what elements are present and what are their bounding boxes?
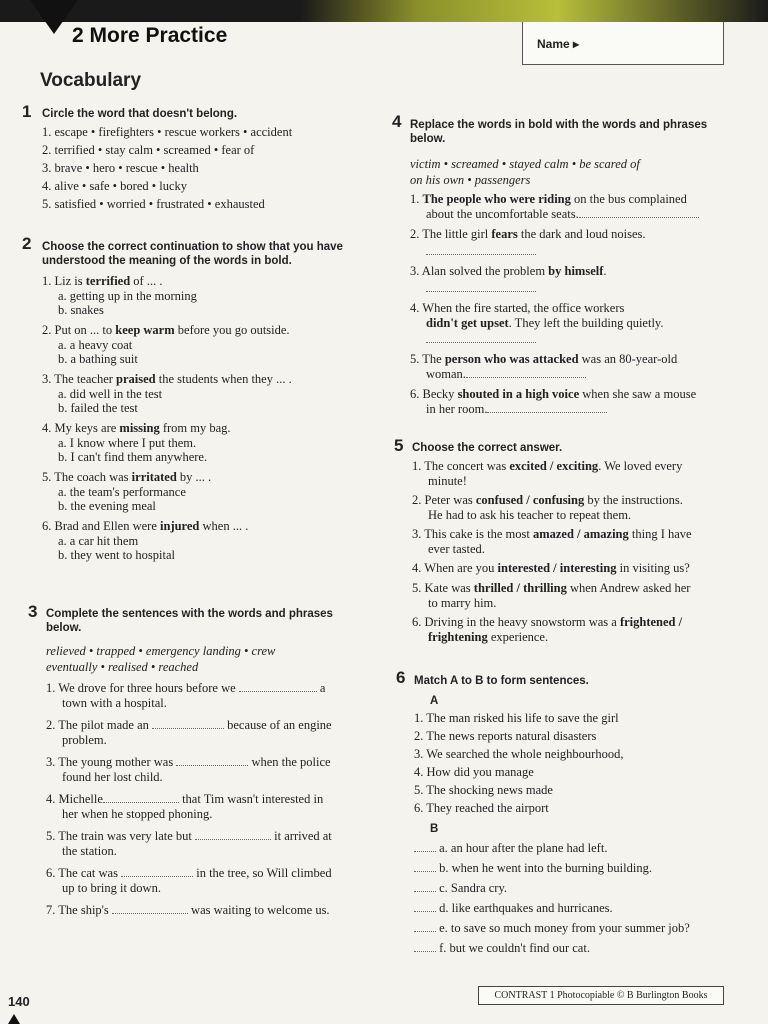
s3-item-2: 2. The pilot made an because of an engine — [46, 718, 332, 732]
s3-item-6: 6. The cat was in the tree, so Will climbed — [46, 866, 332, 880]
s3-item-3-cont: found her lost child. — [62, 770, 163, 784]
section-4-instruction-line2: below. — [410, 133, 446, 145]
s2-q5-option-b: b. the evening meal — [58, 499, 156, 513]
s2-q2-option-b: b. a bathing suit — [58, 352, 138, 366]
s2-question-2: 2. Put on ... to keep warm before you go outside. — [42, 323, 290, 337]
column-a-label: A — [430, 695, 439, 707]
s3-word-bank-line1: relieved • trapped • emergency landing • crew — [46, 644, 276, 658]
s4-q1-cont: about the uncomfortable seats. — [426, 207, 728, 221]
section-2-instruction-line2: understood the meaning of the words in bold. — [42, 255, 292, 267]
s5-question-2: 2. Peter was confused / confusing by the instructions. — [412, 493, 683, 507]
section-5 — [412, 441, 730, 644]
s3-item-7: 7. The ship's was waiting to welcome us. — [46, 903, 330, 917]
section-1 — [42, 107, 372, 212]
match-blank[interactable] — [414, 851, 436, 852]
s1-item-1: 1. escape • firefighters • rescue workers • accident — [42, 125, 293, 139]
s5-q3-cont: ever tasted. — [428, 542, 485, 556]
answer-blank[interactable] — [426, 242, 536, 255]
section-3-instruction: Complete the sentences with the words and phrases below. — [46, 608, 333, 634]
section-2 — [42, 240, 372, 562]
answer-blank[interactable] — [466, 377, 586, 378]
section-2-instruction-line1: Choose the correct continuation to show that you have — [42, 241, 343, 253]
section-5-instruction: Choose the correct answer. — [412, 442, 563, 454]
s3-item-5: 5. The train was very late but it arrived at — [46, 829, 332, 843]
s4-question-2: 2. The little girl fears the dark and loud noises. — [410, 227, 646, 241]
s6-b-item-e: e. to save so much money from your summer job? — [414, 921, 730, 936]
s2-q6-option-a: a. a car hit them — [58, 534, 139, 548]
section-6-instruction: Match A to B to form sentences. — [414, 675, 589, 687]
s5-question-5: 5. Kate was thrilled / thrilling when Andrew asked her — [412, 581, 691, 595]
s4-word-bank-line2: on his own • passengers — [410, 173, 531, 187]
s4-q5-cont: woman. — [426, 367, 728, 381]
vocabulary-heading: Vocabulary — [40, 70, 142, 91]
s2-q1-option-a: a. getting up in the morning — [58, 289, 197, 303]
name-box[interactable] — [522, 22, 724, 65]
s4-word-bank-line1: victim • screamed • stayed calm • be scared of — [410, 157, 640, 171]
s1-item-3: 3. brave • hero • rescue • health — [42, 161, 199, 175]
section-2-number: 2 — [22, 234, 32, 253]
copyright-box: CONTRAST 1 Photocopiable © B Burlington Books — [478, 986, 724, 1005]
s2-q1-option-b: b. snakes — [58, 303, 104, 317]
section-5-number: 5 — [394, 436, 404, 455]
answer-blank[interactable] — [176, 765, 248, 766]
s6-a-item-1: 1. The man risked his life to save the girl — [414, 711, 619, 725]
s2-question-3: 3. The teacher praised the students when they ... . — [42, 372, 292, 386]
answer-blank[interactable] — [239, 691, 317, 692]
s2-q4-option-b: b. I can't find them anywhere. — [58, 450, 208, 464]
s4-q6-cont: in her room. — [426, 402, 728, 416]
s5-q2-cont: He had to ask his teacher to repeat them. — [428, 508, 632, 522]
section-4 — [410, 118, 728, 416]
s6-a-item-4: 4. How did you manage — [414, 765, 534, 779]
s3-item-3: 3. The young mother was when the police — [46, 755, 331, 769]
s2-q6-option-b: b. they went to hospital — [58, 548, 175, 562]
s6-a-item-6: 6. They reached the airport — [414, 801, 549, 815]
s4-question-5: 5. The person who was attacked was an 80-year-old — [410, 352, 678, 366]
answer-blank[interactable] — [195, 839, 271, 840]
answer-blank[interactable] — [152, 728, 224, 729]
s6-a-item-2: 2. The news reports natural disasters — [414, 729, 597, 743]
s3-item-4-cont: her when he stopped phoning. — [62, 807, 213, 821]
top-banner — [0, 0, 768, 22]
unit-title: 2 More Practice — [72, 24, 228, 47]
s1-item-5: 5. satisfied • worried • frustrated • exhausted — [42, 197, 265, 211]
s4-q4-answer-line — [426, 330, 728, 346]
answer-blank[interactable] — [121, 876, 193, 877]
s4-q3-answer-line — [426, 279, 728, 295]
s4-question-1: 1. The people who were riding on the bus complained — [410, 192, 687, 206]
match-blank[interactable] — [414, 951, 436, 952]
s4-question-3: 3. Alan solved the problem by himself. — [410, 264, 607, 278]
s5-question-1: 1. The concert was excited / exciting. We loved every — [412, 459, 683, 473]
s3-item-5-cont: the station. — [62, 844, 117, 858]
s5-question-4: 4. When are you interested / interesting in visiting us? — [412, 561, 690, 575]
section-1-number: 1 — [22, 102, 32, 121]
section-3 — [46, 607, 366, 918]
s4-question-4: 4. When the fire started, the office workers — [410, 301, 625, 315]
section-4-number: 4 — [392, 112, 402, 131]
match-blank[interactable] — [414, 871, 436, 872]
bottom-triangle-icon — [8, 1014, 20, 1024]
match-blank[interactable] — [414, 891, 436, 892]
s3-item-1: 1. We drove for three hours before we a — [46, 681, 326, 695]
s3-item-2-cont: problem. — [62, 733, 107, 747]
answer-blank[interactable] — [103, 802, 179, 803]
answer-blank[interactable] — [426, 279, 536, 292]
s3-item-6-cont: up to bring it down. — [62, 881, 161, 895]
s2-question-1: 1. Liz is terrified of ... . — [42, 274, 163, 288]
section-6 — [414, 674, 730, 956]
answer-blank[interactable] — [487, 412, 607, 413]
column-b-label: B — [430, 823, 439, 835]
s4-q2-answer-line — [426, 242, 728, 258]
section-4-instruction-line1: Replace the words in bold with the words and phrases — [410, 119, 708, 131]
s6-a-item-3: 3. We searched the whole neighbourhood, — [414, 747, 624, 761]
s3-item-4: 4. Michelle that Tim wasn't interested in — [46, 792, 324, 806]
s6-b-item-c: c. Sandra cry. — [414, 881, 730, 896]
name-label: Name ▸ — [537, 37, 580, 51]
s6-b-item-a: a. an hour after the plane had left. — [414, 841, 730, 856]
page-number: 140 — [8, 994, 30, 1009]
s2-q3-option-a: a. did well in the test — [58, 387, 163, 401]
s5-question-3: 3. This cake is the most amazed / amazing thing I have — [412, 527, 692, 541]
s6-a-item-5: 5. The shocking news made — [414, 783, 553, 797]
answer-blank[interactable] — [426, 330, 536, 343]
s6-b-item-b: b. when he went into the burning building. — [414, 861, 730, 876]
s2-q5-option-a: a. the team's performance — [58, 485, 186, 499]
s2-question-5: 5. The coach was irritated by ... . — [42, 470, 212, 484]
s3-word-bank-line2: eventually • realised • reached — [46, 660, 199, 674]
answer-blank[interactable] — [579, 217, 699, 218]
answer-blank[interactable] — [112, 913, 188, 914]
s1-item-4: 4. alive • safe • bored • lucky — [42, 179, 188, 193]
s2-q2-option-a: a. a heavy coat — [58, 338, 133, 352]
match-blank[interactable] — [414, 931, 436, 932]
s5-q5-cont: to marry him. — [428, 596, 497, 610]
s2-question-6: 6. Brad and Ellen were injured when ... . — [42, 519, 249, 533]
corner-triangle — [30, 0, 78, 34]
s6-b-item-d: d. like earthquakes and hurricanes. — [414, 901, 730, 916]
section-1-instruction: Circle the word that doesn't belong. — [42, 108, 238, 120]
s2-q4-option-a: a. I know where I put them. — [58, 436, 197, 450]
top-banner-accent — [300, 0, 768, 22]
s1-item-2: 2. terrified • stay calm • screamed • fear of — [42, 143, 255, 157]
section-3-number: 3 — [28, 602, 38, 621]
s2-question-4: 4. My keys are missing from my bag. — [42, 421, 231, 435]
s5-question-6: 6. Driving in the heavy snowstorm was a frightened / — [412, 615, 683, 629]
match-blank[interactable] — [414, 911, 436, 912]
s6-b-item-f: f. but we couldn't find our cat. — [414, 941, 730, 956]
section-6-number: 6 — [396, 668, 406, 687]
s3-item-1-cont: town with a hospital. — [62, 696, 167, 710]
s2-q3-option-b: b. failed the test — [58, 401, 138, 415]
s5-q6-cont: frightening experience. — [428, 630, 549, 644]
s4-question-6: 6. Becky shouted in a high voice when she saw a mouse — [410, 387, 697, 401]
s5-q1-cont: minute! — [428, 474, 467, 488]
s4-q4-cont: didn't get upset. They left the building quietly. — [426, 316, 664, 330]
